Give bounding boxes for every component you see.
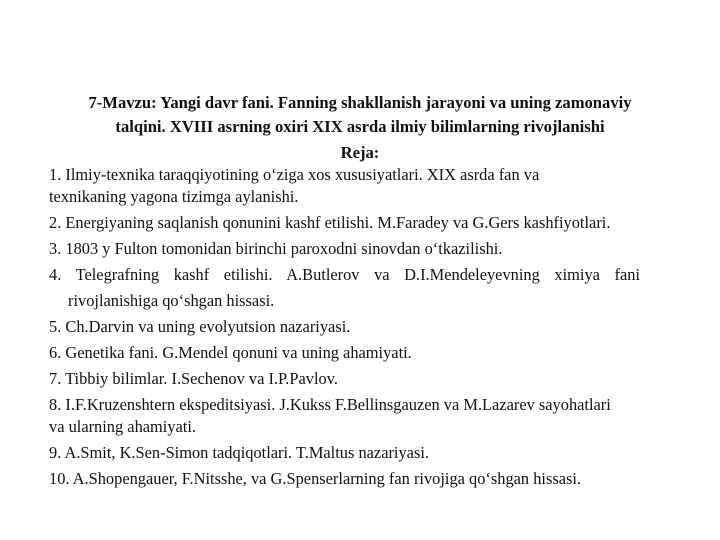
plan-item-10: 10. A.Shopengauer, F.Nitsshe, va G.Spenserlarning fan rivojiga qo‘shgan hissasi.	[49, 469, 582, 488]
page-title	[40, 91, 680, 139]
plan-item-2: 2. Energiyaning saqlanish qonunini kashf etilishi. M.Faradey va G.Gers kashfiyotlari.	[49, 213, 611, 232]
plan-item-1-line-1: 1. Ilmiy-texnika taraqqiyotining o‘ziga xos xususiyatlari. XIX asrda fan va	[49, 165, 540, 184]
plan-item-4-line-1: 4. Telegrafning kashf etilishi. A.Butlerov va D.I.Mendeleyevning ximiya fani	[49, 265, 640, 284]
title-line-2: talqini. XVIII asrning oxiri XIX asrda ilmiy bilimlarning rivojlanishi	[115, 117, 605, 136]
plan-item-4-line-2: rivojlanishiga qo‘shgan hissasi.	[68, 291, 275, 310]
plan-item-3: 3. 1803 y Fulton tomonidan birinchi paroxodni sinovdan o‘tkazilishi.	[49, 239, 503, 258]
plan-item-1-line-2: texnikaning yagona tizimga aylanishi.	[49, 187, 299, 206]
title-line-1: 7-Mavzu: Yangi davr fani. Fanning shakllanish jarayoni va uning zamonaviy	[88, 93, 632, 112]
plan-item-8-line-1: 8. I.F.Kruzenshtern ekspeditsiyasi. J.Kukss F.Bellinsgauzen va M.Lazarev sayohatlari	[49, 395, 611, 414]
plan-item-6: 6. Genetika fani. G.Mendel qonuni va uning ahamiyati.	[49, 343, 412, 362]
plan-item-7: 7. Tibbiy bilimlar. I.Sechenov va I.P.Pavlov.	[49, 369, 338, 388]
plan-item-5: 5. Ch.Darvin va uning evolyutsion nazariyasi.	[49, 317, 351, 336]
plan-heading: Reja:	[340, 143, 380, 162]
plan-item-8-line-2: va ularning ahamiyati.	[49, 417, 197, 436]
plan-item-9: 9. A.Smit, K.Sen-Simon tadqiqotlari. T.Maltus nazariyasi.	[49, 443, 429, 462]
